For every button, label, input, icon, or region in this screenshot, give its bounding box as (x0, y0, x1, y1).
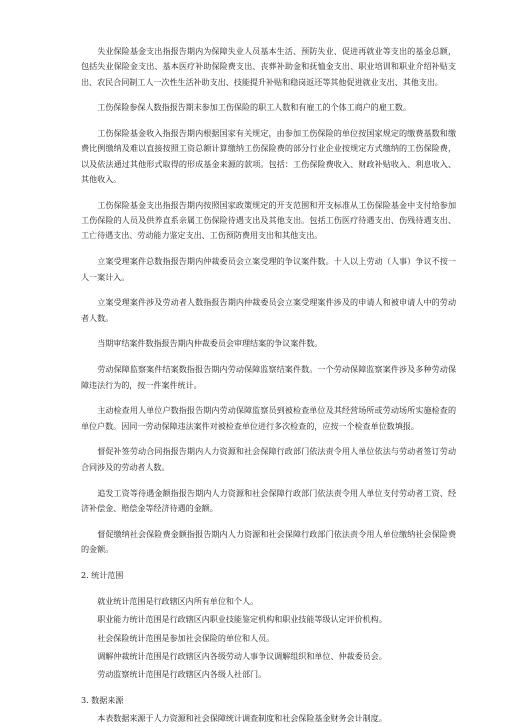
section-heading-data-source: 3. 数据来源 (81, 695, 124, 705)
definition-injury-fund-expenditure: 工伤保险基金支出指报告期内按照国家政策规定的开支范围和开支标准从工伤保险基金中支付给参加工伤保险的人员及供养直系亲属工伤保险待遇支出及其他支出。包括工伤医疗待遇支出、伤残待遇支出、工亡待遇支出、劳动能力鉴定支出、工伤预防费用支出和其他支出。 (81, 199, 456, 241)
scope-item: 社会保险统计范围是参加社会保险的单位和人员。 (97, 632, 275, 643)
data-source-text: 本表数据来源于人力资源和社会保障统计调查制度和社会保险基金财务会计制度。 (97, 713, 387, 724)
definition-workers-involved: 立案受理案件涉及劳动者人数指报告期内仲裁委员会立案受理案件涉及的申请人和被申请人中的劳动者人数。 (81, 297, 456, 323)
definition-wages-recovered: 追发工资等待遇金额指报告期内人力资源和社会保障行政部门依法责令用人单位支付劳动者工资、经济补偿金、赔偿金等经济待遇的金额。 (81, 487, 456, 513)
scope-item: 职业能力统计范围是行政辖区内职业技能鉴定机构和职业技能等级认定评价机构。 (97, 614, 387, 625)
definition-injury-insurance-participants: 工伤保险参保人数指报告期末参加工伤保险的职工人数和有雇工的个体工商户的雇工数。 (97, 102, 411, 113)
definition-cases-accepted: 立案受理案件总数指报告期内仲裁委员会立案受理的争议案件数。十人以上劳动（人事）争议不按一人一案计入。 (81, 256, 456, 282)
definition-injury-fund-income: 工伤保险基金收入指报告期内根据国家有关规定，由参加工伤保险的单位按国家规定的缴费基数和缴费比例缴纳及难以直接按照工资总额计算缴纳工伤保险费的部分行业企业按规定方式缴纳的工伤保险费，以及依法通过其他形式取得的形成基金来源的款项。包括：工伤保险费收入、财政补贴收入、利息收入、其他收入。 (81, 128, 456, 185)
scope-item: 劳动监察统计范围是行政辖区内各级人社部门。 (97, 669, 267, 680)
definition-cases-closed: 当期审结案件数指报告期内仲裁委员会审理结案的争议案件数。 (97, 338, 323, 349)
scope-item: 调解仲裁统计范围是行政辖区内各级劳动人事争议调解组织和单位、仲裁委员会。 (97, 650, 387, 661)
definition-insurance-fees-paid: 督促缴纳社会保险费金额指报告期内人力资源和社会保障行政部门依法责令用人单位缴纳社会保险费的金额。 (81, 528, 456, 554)
section-heading-scope: 2. 统计范围 (81, 569, 124, 580)
scope-item: 就业统计范围是行政辖区内所有单位和个人。 (97, 596, 259, 607)
definition-employers-inspected: 主动检查用人单位户数指报告期内劳动保障监察员到被检查单位及其经营场所或劳动场所实施检查的单位户数。因同一劳动保障违法案件对被检查单位进行多次检查的，应按一个检查单位数填报。 (81, 405, 456, 431)
definition-unemployment-fund-expenditure: 失业保险基金支出指报告期内为保障失业人员基本生活、预防失业、促进再就业等支出的基金总额，包括失业保险金支出、基本医疗补助保险费支出、丧葬补助金和抚恤金支出、职业培训和职业介绍补贴支出、农民合同制工人一次性生活补助支出、技能提升补贴和稳岗返还等其他促进就业支出、其他支出。 (81, 46, 456, 87)
definition-contracts-signed: 督促补签劳动合同指报告期内人力资源和社会保障行政部门依法责令用人单位依法与劳动者签订劳动合同涉及的劳动者人数。 (81, 446, 456, 472)
definition-inspection-cases-closed: 劳动保障监察案件结案数指报告期内劳动保障监察结案件数。一个劳动保障监察案件涉及多种劳动保障违法行为的，按一件案件统计。 (81, 364, 456, 390)
